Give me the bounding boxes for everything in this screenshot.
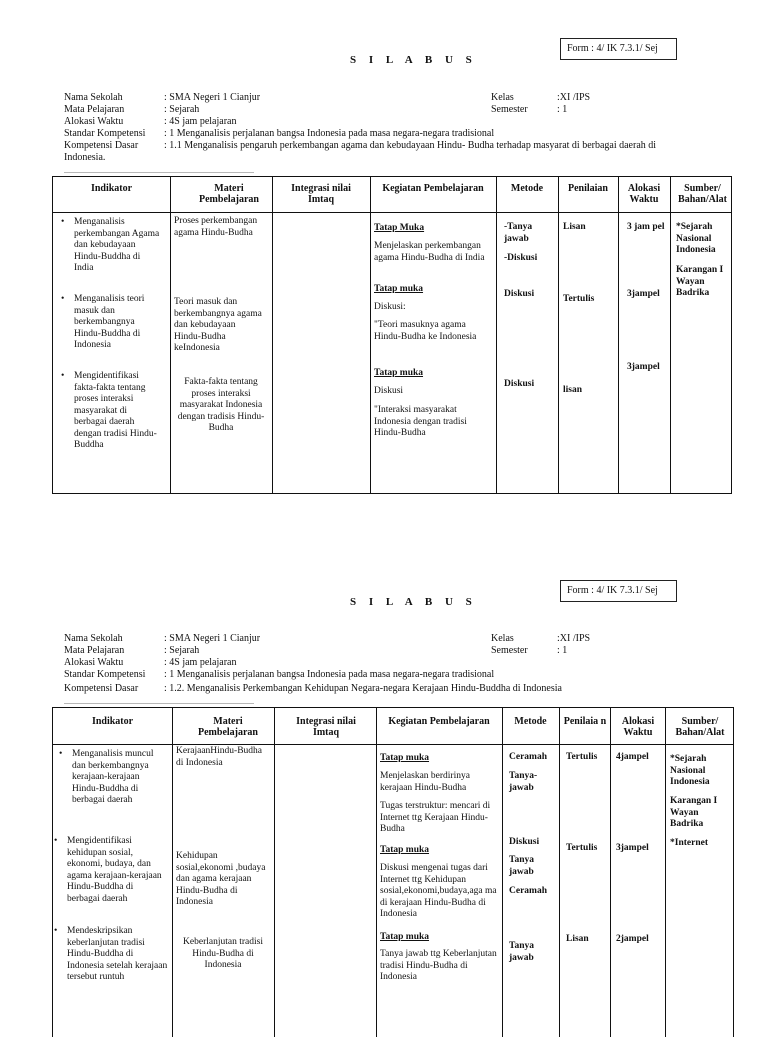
value-alokasi-waktu: : 4S jam pelajaran [164,657,237,668]
penilaian-cell: Tertulis [566,843,598,853]
label-nama-sekolah: Nama Sekolah [64,633,123,644]
label-standar-kompetensi: Standar Kompetensi [64,128,146,139]
label-alokasi-waktu: Alokasi Waktu [64,116,124,127]
value-nama-sekolah: : SMA Negeri 1 Cianjur [164,92,261,103]
kegiatan-text: Diskusi: [374,302,406,312]
page-title: S I L A B U S [350,596,477,608]
value-mata-pelajaran: : Sejarah [164,645,200,656]
label-kompetensi-dasar: Kompetensi Dasar [64,683,139,694]
value-kompetensi-dasar: : 1.2. Menganalisis Perkembangan Kehidupan Negara-negara Kerajaan Hindu-Buddha di Indonesia [164,683,562,694]
kegiatan-heading: Tatap muka [374,368,424,378]
metode-cell: -Diskusi [504,253,538,263]
list-item: • Mengidentifikasi fakta-fakta tentang proses interaksi masyarakat di berbagai daerah dengan tradisi Hindu-Buddha [61,371,157,450]
syllabus-table-2 [52,707,734,1037]
alokasi-cell: 3jampel [627,362,660,372]
dotted-separator: ............................................................................................... [64,697,254,706]
alokasi-cell: 3jampel [627,289,660,299]
metode-cell: Diskusi [504,289,535,299]
alokasi-cell: 3 jam pel [627,222,665,232]
label-semester: Semester [491,645,528,656]
school-info [64,92,714,162]
kegiatan-heading: Tatap muka [380,845,430,855]
value-semester: : 1 [557,645,568,656]
metode-cell: -Tanya jawab [504,222,533,244]
list-item: • Menganalisis perkembangan Agama dan kebudayaan Hindu-Buddha di India [61,217,160,273]
kegiatan-text: Tugas terstruktur: mencari di Internet ttg Kerajaan Hindu-Budha [380,801,491,834]
sumber-cell: *Internet [670,838,708,848]
penilaian-cell: Lisan [566,934,589,944]
sumber-cell: *Sejarah Nasional Indonesia [676,222,716,255]
penilaian-cell: Tertulis [563,294,595,304]
header-indikator: Indikator [90,183,133,194]
metode-cell: Tanya-jawab [509,771,538,793]
header-penilaian: Penilaia n [563,716,607,727]
metode-cell: Diskusi [509,837,540,847]
value-kompetensi-dasar-cont: Indonesia. [64,152,106,163]
kegiatan-heading: Tatap muka [380,753,430,763]
label-nama-sekolah: Nama Sekolah [64,92,123,103]
form-code-box: Form : 4/ IK 7.3.1/ Sej [560,38,677,60]
value-kelas: :XI /IPS [557,633,591,644]
header-metode: Metode [514,716,547,727]
metode-cell: Tanya jawab [509,941,534,963]
value-nama-sekolah: : SMA Negeri 1 Cianjur [164,633,261,644]
header-integrasi: Integrasi nilai Imtaq [291,183,351,205]
header-sumber: Sumber/ Bahan/Alat [675,716,725,738]
value-kompetensi-dasar: : 1.1 Menganalisis pengaruh perkembangan agama dan kebudayaan Hindu- Budha terhadap masyarat di berbagai daerah di [164,140,657,151]
kegiatan-heading: Tatap muka [380,932,430,942]
syllabus-table-1 [52,176,732,494]
kegiatan-text: Tanya jawab ttg Keberlanjutan tradisi Hindu-Budha di Indonesia [380,949,497,982]
penilaian-cell: lisan [563,385,583,395]
dotted-separator: ............................................................................................... [64,166,254,175]
value-mata-pelajaran: : Sejarah [164,104,200,115]
header-integrasi: Integrasi nilai Imtaq [296,716,356,738]
label-alokasi-waktu: Alokasi Waktu [64,657,124,668]
penilaian-cell: Tertulis [566,752,598,762]
header-alokasi: Alokasi Waktu [627,183,661,205]
kegiatan-text: Menjelaskan berdirinya kerajaan Hindu-Budha [380,771,470,793]
school-info [64,633,714,695]
kegiatan-text: Diskusi [374,386,404,396]
value-alokasi-waktu: : 4S jam pelajaran [164,116,237,127]
header-materi: Materi Pembelajaran [199,183,259,205]
kegiatan-text: Diskusi mengenai tugas dari Internet ttg Kehidupan sosial,ekonomi,budaya,aga ma di kerajaan Hindu-Budha di Indonesia [380,863,497,919]
kegiatan-text: "Teori masuknya agama Hindu-Budha ke Indonesia [374,320,477,342]
penilaian-cell: Lisan [563,222,586,232]
metode-cell: Ceramah [509,886,547,896]
header-metode: Metode [510,183,544,194]
value-semester: : 1 [557,104,568,115]
header-indikator: Indikator [91,716,134,727]
metode-cell: Tanya jawab [509,855,534,877]
materi-cell: Proses perkembangan agama Hindu-Budha [174,216,258,238]
value-kelas: :XI /IPS [557,92,591,103]
header-sumber: Sumber/ Bahan/Alat [678,183,727,205]
label-standar-kompetensi: Standar Kompetensi [64,669,146,680]
kegiatan-text: "Interaksi masyarakat Indonesia dengan tradisi Hindu-Budha [374,405,467,438]
label-mata-pelajaran: Mata Pelajaran [64,645,125,656]
alokasi-cell: 3jampel [616,843,649,853]
materi-cell: KerajaanHindu-Budha di Indonesia [176,746,262,768]
materi-cell: Fakta-fakta tentang proses interaksi masyarakat Indonesia dengan tradisis Hindu-Budha [177,377,265,433]
sumber-cell: Karangan I Wayan Badrika [676,265,724,298]
list-item: • Menganalisis muncul dan berkembangnya kerajaan-kerajaan Hindu-Buddha di berbagai daerah [59,749,154,805]
label-mata-pelajaran: Mata Pelajaran [64,104,125,115]
metode-cell: Diskusi [504,379,535,389]
header-penilaian: Penilaian [567,183,608,194]
alokasi-cell: 4jampel [616,752,649,762]
label-kelas: Kelas [491,92,514,103]
page-title: S I L A B U S [350,54,477,66]
form-code-box: Form : 4/ IK 7.3.1/ Sej [560,580,677,602]
value-standar-kompetensi: : 1 Menganalisis perjalanan bangsa Indonesia pada masa negara-negara tradisional [164,669,495,680]
label-semester: Semester [491,104,528,115]
sumber-cell: Karangan I Wayan Badrika [670,796,718,829]
materi-cell: Teori masuk dan berkembangnya agama dan kebudayaan Hindu-Budha keIndonesia [174,297,262,353]
list-item: • Mendeskripsikan keberlanjutan tradisi Hindu-Buddha di Indonesia setelah kerajaan tersebut runtuh [54,926,168,982]
list-item: • Mengidentifikasi kehidupan sosial, ekonomi, budaya, dan agama kerajaan-kerajaan Hindu-Buddha di berbagai daerah [54,836,162,904]
materi-cell: Keberlanjutan tradisi Hindu-Budha di Indonesia [183,937,263,970]
alokasi-cell: 2jampel [616,934,649,944]
header-alokasi: Alokasi Waktu [621,716,655,738]
label-kompetensi-dasar: Kompetensi Dasar [64,140,139,151]
kegiatan-heading: Tatap muka [374,284,424,294]
header-materi: Materi Pembelajaran [198,716,258,738]
materi-cell: Kehidupan sosial,ekonomi ,budaya dan agama kerajaan Hindu-Budha di Indonesia [176,851,266,907]
kegiatan-text: Menjelaskan perkembangan agama Hindu-Budha di India [374,241,485,263]
metode-cell: Ceramah [509,752,547,762]
label-kelas: Kelas [491,633,514,644]
list-item: • Menganalisis teori masuk dan berkembangnya Hindu-Buddha di Indonesia [61,294,145,350]
header-kegiatan: Kegiatan Pembelajaran [382,183,484,194]
value-standar-kompetensi: : 1 Menganalisis perjalanan bangsa Indonesia pada masa negara-negara tradisional [164,128,495,139]
sumber-cell: *Sejarah Nasional Indonesia [670,754,710,787]
kegiatan-heading: Tatap Muka [374,223,425,233]
header-kegiatan: Kegiatan Pembelajaran [388,716,490,727]
